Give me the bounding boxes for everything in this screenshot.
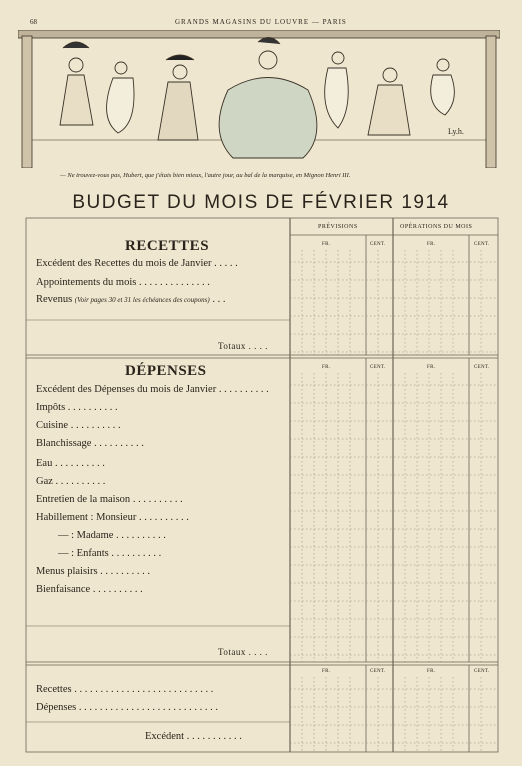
- centimes-column-header: CENT.: [370, 669, 386, 674]
- page-number: 68: [30, 18, 37, 26]
- depenses-item: Eau . . . . . . . . . .: [36, 458, 105, 469]
- depenses-item: Gaz . . . . . . . . . .: [36, 476, 106, 487]
- running-title: GRANDS MAGASINS DU LOUVRE — PARIS: [175, 18, 347, 26]
- depenses-item: Bienfaisance . . . . . . . . . .: [36, 584, 143, 595]
- recettes-heading: RECETTES: [125, 238, 210, 254]
- centimes-column-header: CENT.: [370, 242, 386, 247]
- francs-column-header: FR.: [427, 242, 436, 247]
- balance-recettes: Recettes . . . . . . . . . . . . . . . . . . . . . . . . . . .: [36, 684, 214, 695]
- francs-column-header: FR.: [427, 365, 436, 370]
- operations-header: OPÉRATIONS DU MOIS: [400, 224, 473, 230]
- centimes-column-header: CENT.: [474, 669, 490, 674]
- francs-column-header: FR.: [427, 669, 436, 674]
- recettes-totaux-label: Totaux . . . .: [218, 341, 268, 351]
- centimes-column-header: CENT.: [370, 365, 386, 370]
- depenses-item: Excédent des Dépenses du mois de Janvier . . . . . . . . . .: [36, 384, 269, 395]
- balance-depenses: Dépenses . . . . . . . . . . . . . . . . . . . . . . . . . . .: [36, 702, 218, 713]
- francs-column-header: FR.: [322, 669, 331, 674]
- recettes-item: Excédent des Recettes du mois de Janvier . . . . .: [36, 258, 238, 269]
- depenses-totaux-label: Totaux . . . .: [218, 647, 268, 657]
- depenses-heading: DÉPENSES: [125, 363, 207, 379]
- depenses-item: — : Madame . . . . . . . . . .: [58, 530, 166, 541]
- illustration-caption: — Ne trouvez-vous pas, Hubert, que j'étais bien mieux, l'autre jour, au bal de la marquise, en Mignon Henri III.: [60, 172, 351, 179]
- depenses-item: Cuisine . . . . . . . . . .: [36, 420, 121, 431]
- centimes-column-header: CENT.: [474, 365, 490, 370]
- previsions-header: PRÉVISIONS: [318, 224, 358, 230]
- francs-column-header: FR.: [322, 242, 331, 247]
- depenses-item: — : Enfants . . . . . . . . . .: [58, 548, 162, 559]
- depenses-item: Entretien de la maison . . . . . . . . . .: [36, 494, 183, 505]
- recettes-item: Appointements du mois . . . . . . . . . . . . . .: [36, 277, 210, 288]
- depenses-item: Menus plaisirs . . . . . . . . . .: [36, 566, 151, 577]
- recettes-item-revenus: Revenus (Voir pages 30 et 31 les échéances des coupons) . . .: [36, 294, 226, 305]
- page-title: BUDGET DU MOIS DE FÉVRIER 1914: [72, 192, 450, 213]
- centimes-column-header: CENT.: [474, 242, 490, 247]
- francs-column-header: FR.: [322, 365, 331, 370]
- depenses-item: Blanchissage . . . . . . . . . .: [36, 438, 144, 449]
- depenses-item: Impôts . . . . . . . . . .: [36, 402, 118, 413]
- depenses-item: Habillement : Monsieur . . . . . . . . . .: [36, 512, 189, 523]
- balance-excedent: Excédent . . . . . . . . . . .: [145, 731, 242, 742]
- illustration-signature: Ly.h.: [448, 127, 464, 136]
